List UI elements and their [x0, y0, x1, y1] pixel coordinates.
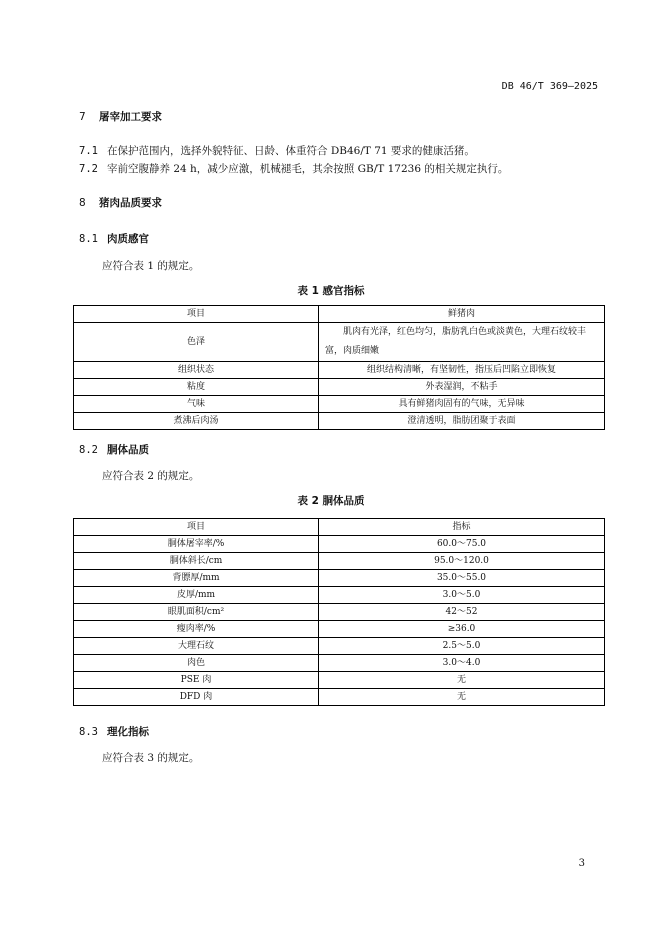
section-title: 猪肉品质要求: [99, 197, 162, 209]
table-cell: 肉色: [74, 655, 319, 672]
table-cell: 背膘厚/mm: [74, 570, 319, 587]
table-cell: 肌肉有光泽，红色均匀，脂肪乳白色或淡黄色，大理石纹较丰富，肉质细嫩: [319, 323, 605, 362]
table-cell: 组织状态: [74, 362, 319, 379]
table-cell: 2.5～5.0: [319, 638, 605, 655]
table-row: [74, 655, 605, 672]
table-row: [74, 689, 605, 706]
table-row: [74, 536, 605, 553]
subsection-8-3-text: 应符合表 3 的规定。: [102, 752, 200, 764]
table-cell: 无: [319, 672, 605, 689]
table-2: [73, 518, 605, 706]
clause-number: 7.1: [79, 145, 98, 157]
table-cell: 60.0～75.0: [319, 536, 605, 553]
table-header-row: [74, 306, 605, 323]
section-8-heading: [79, 195, 162, 210]
section-number: 7: [79, 111, 86, 123]
table-1: [73, 305, 605, 430]
table-cell: ≥36.0: [319, 621, 605, 638]
subsection-title: 胴体品质: [107, 444, 149, 456]
header-cell: 项目: [74, 306, 319, 323]
subsection-8-2-heading: [79, 442, 149, 457]
subsection-8-1-heading: [79, 231, 149, 246]
table-row: [74, 323, 605, 362]
table-cell: 色泽: [74, 323, 319, 362]
subsection-8-2-text: 应符合表 2 的规定。: [102, 470, 200, 482]
table-row: [74, 413, 605, 430]
page-number: 3: [578, 858, 585, 869]
table-cell: 瘦肉率/%: [74, 621, 319, 638]
table-row: [74, 672, 605, 689]
header-cell: 项目: [74, 519, 319, 536]
subsection-8-3-heading: [79, 724, 149, 739]
table-cell: 大理石纹: [74, 638, 319, 655]
table-cell: 胴体屠宰率/%: [74, 536, 319, 553]
clause-7-1: [79, 143, 475, 158]
table-cell: 煮沸后肉汤: [74, 413, 319, 430]
header-cell: 鲜猪肉: [319, 306, 605, 323]
table-cell: 胴体斜长/cm: [74, 553, 319, 570]
clause-text: 在保护范围内，选择外貌特征、日龄、体重符合 DB46/T 71 要求的健康活猪。: [107, 145, 475, 157]
table-cell: 皮厚/mm: [74, 587, 319, 604]
table-cell: 无: [319, 689, 605, 706]
table-header-row: [74, 519, 605, 536]
table-cell: 35.0～55.0: [319, 570, 605, 587]
table-row: [74, 604, 605, 621]
table-cell: 粘度: [74, 379, 319, 396]
table-row: [74, 638, 605, 655]
table-row: [74, 396, 605, 413]
subsection-number: 8.1: [79, 233, 98, 245]
section-title: 屠宰加工要求: [99, 111, 162, 123]
table-cell: 气味: [74, 396, 319, 413]
table-row: [74, 553, 605, 570]
table-2-caption: 表 2 胴体品质: [297, 495, 365, 507]
table-row: [74, 379, 605, 396]
table-row: [74, 570, 605, 587]
table-cell: 组织结构清晰，有坚韧性，指压后凹陷立即恢复: [319, 362, 605, 379]
subsection-8-1-text: 应符合表 1 的规定。: [102, 260, 200, 272]
table-cell: 95.0～120.0: [319, 553, 605, 570]
clause-7-2: [79, 161, 508, 176]
table-cell: 3.0～5.0: [319, 587, 605, 604]
header-cell: 指标: [319, 519, 605, 536]
table-1-caption: 表 1 感官指标: [297, 285, 365, 297]
table-cell: 澄清透明，脂肪团聚于表面: [319, 413, 605, 430]
subsection-number: 8.3: [79, 726, 98, 738]
subsection-number: 8.2: [79, 444, 98, 456]
clause-text: 宰前空腹静养 24 h，减少应激，机械褪毛，其余按照 GB/T 17236 的相关规定执行。: [107, 163, 509, 175]
clause-number: 7.2: [79, 163, 98, 175]
subsection-title: 肉质感官: [107, 233, 149, 245]
subsection-title: 理化指标: [107, 726, 149, 738]
table-cell: 眼肌面积/cm²: [74, 604, 319, 621]
table-cell: 外表湿润，不粘手: [319, 379, 605, 396]
table-cell: 42～52: [319, 604, 605, 621]
table-row: [74, 621, 605, 638]
table-row: [74, 587, 605, 604]
table-cell: PSE 肉: [74, 672, 319, 689]
section-number: 8: [79, 197, 86, 209]
table-cell: DFD 肉: [74, 689, 319, 706]
table-cell: 具有鲜猪肉固有的气味，无异味: [319, 396, 605, 413]
document-code: DB 46/T 369—2025: [501, 81, 598, 92]
section-7-heading: [79, 109, 162, 124]
table-cell: 3.0～4.0: [319, 655, 605, 672]
table-row: [74, 362, 605, 379]
